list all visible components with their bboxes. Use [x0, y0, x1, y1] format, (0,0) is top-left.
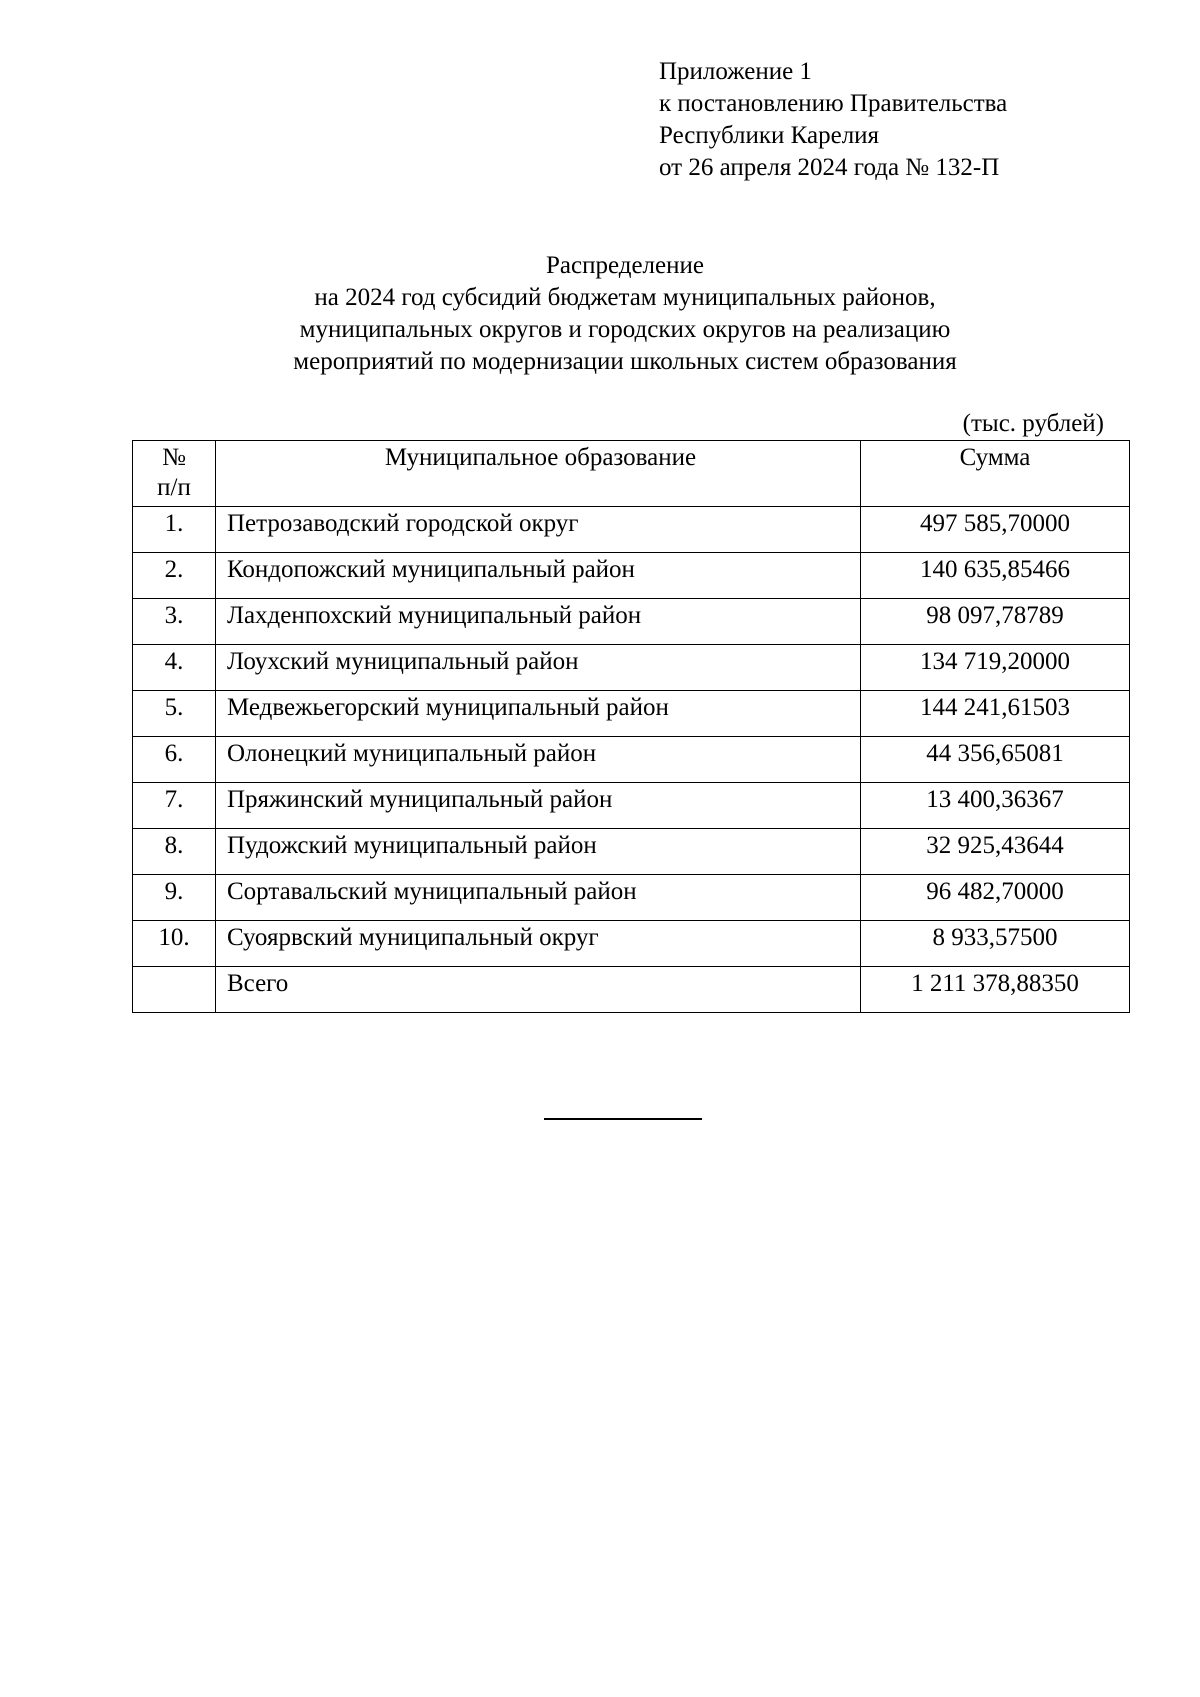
table-row — [133, 875, 1130, 921]
row-name: Лахденпохский муниципальный район — [216, 599, 861, 645]
header-num-line-1: № — [162, 444, 186, 471]
appendix-block — [659, 56, 1007, 184]
table-header-row — [133, 441, 1130, 507]
row-num: 7. — [133, 783, 216, 829]
row-num: 4. — [133, 645, 216, 691]
row-sum: 144 241,61503 — [861, 691, 1130, 737]
appendix-line-3: Республики Карелия — [659, 122, 880, 149]
table-row — [133, 553, 1130, 599]
table-row — [133, 599, 1130, 645]
row-name: Медвежьегорский муниципальный район — [216, 691, 861, 737]
table-row — [133, 507, 1130, 553]
row-sum: 44 356,65081 — [861, 737, 1130, 783]
row-name: Сортавальский муниципальный район — [216, 875, 861, 921]
row-name: Кондопожский муниципальный район — [216, 553, 861, 599]
title-line-3: муниципальных округов и городских округов на реализацию — [299, 316, 951, 343]
row-name: Суоярвский муниципальный округ — [216, 921, 861, 967]
table-row — [133, 829, 1130, 875]
header-sum: Сумма — [861, 441, 1130, 507]
appendix-line-2: к постановлению Правительства — [659, 90, 1008, 117]
row-sum: 13 400,36367 — [861, 783, 1130, 829]
row-name: Петрозаводский городской округ — [216, 507, 861, 553]
table-row — [133, 921, 1130, 967]
row-name: Олонецкий муниципальный район — [216, 737, 861, 783]
row-num: 6. — [133, 737, 216, 783]
row-sum: 8 933,57500 — [861, 921, 1130, 967]
total-num — [133, 967, 216, 1013]
header-num — [133, 441, 216, 507]
table-row — [133, 783, 1130, 829]
row-num: 3. — [133, 599, 216, 645]
row-name: Лоухский муниципальный район — [216, 645, 861, 691]
row-num: 5. — [133, 691, 216, 737]
row-num: 1. — [133, 507, 216, 553]
row-sum: 497 585,70000 — [861, 507, 1130, 553]
closing-divider — [544, 1118, 702, 1120]
row-sum: 32 925,43644 — [861, 829, 1130, 875]
title-line-2: на 2024 год субсидий бюджетам муниципальных районов, — [314, 284, 936, 311]
appendix-line-4: от 26 апреля 2024 года № 132-П — [659, 154, 1000, 181]
row-name: Пудожский муниципальный район — [216, 829, 861, 875]
title-line-1: Распределение — [546, 252, 704, 279]
header-name: Муниципальное образование — [216, 441, 861, 507]
table-total-row — [133, 967, 1130, 1013]
table-row — [133, 737, 1130, 783]
row-num: 9. — [133, 875, 216, 921]
row-num: 8. — [133, 829, 216, 875]
row-num: 2. — [133, 553, 216, 599]
distribution-table — [132, 440, 1130, 1013]
header-num-line-2: п/п — [157, 474, 191, 501]
total-sum: 1 211 378,88350 — [861, 967, 1130, 1013]
row-sum: 140 635,85466 — [861, 553, 1130, 599]
row-sum: 96 482,70000 — [861, 875, 1130, 921]
row-name: Пряжинский муниципальный район — [216, 783, 861, 829]
unit-label: (тыс. рублей) — [962, 410, 1104, 437]
table-row — [133, 691, 1130, 737]
table-row — [133, 645, 1130, 691]
document-title — [130, 250, 1120, 378]
total-label: Всего — [216, 967, 861, 1013]
appendix-line-1: Приложение 1 — [659, 58, 812, 85]
row-sum: 134 719,20000 — [861, 645, 1130, 691]
title-line-4: мероприятий по модернизации школьных систем образования — [293, 348, 957, 375]
row-num: 10. — [133, 921, 216, 967]
row-sum: 98 097,78789 — [861, 599, 1130, 645]
